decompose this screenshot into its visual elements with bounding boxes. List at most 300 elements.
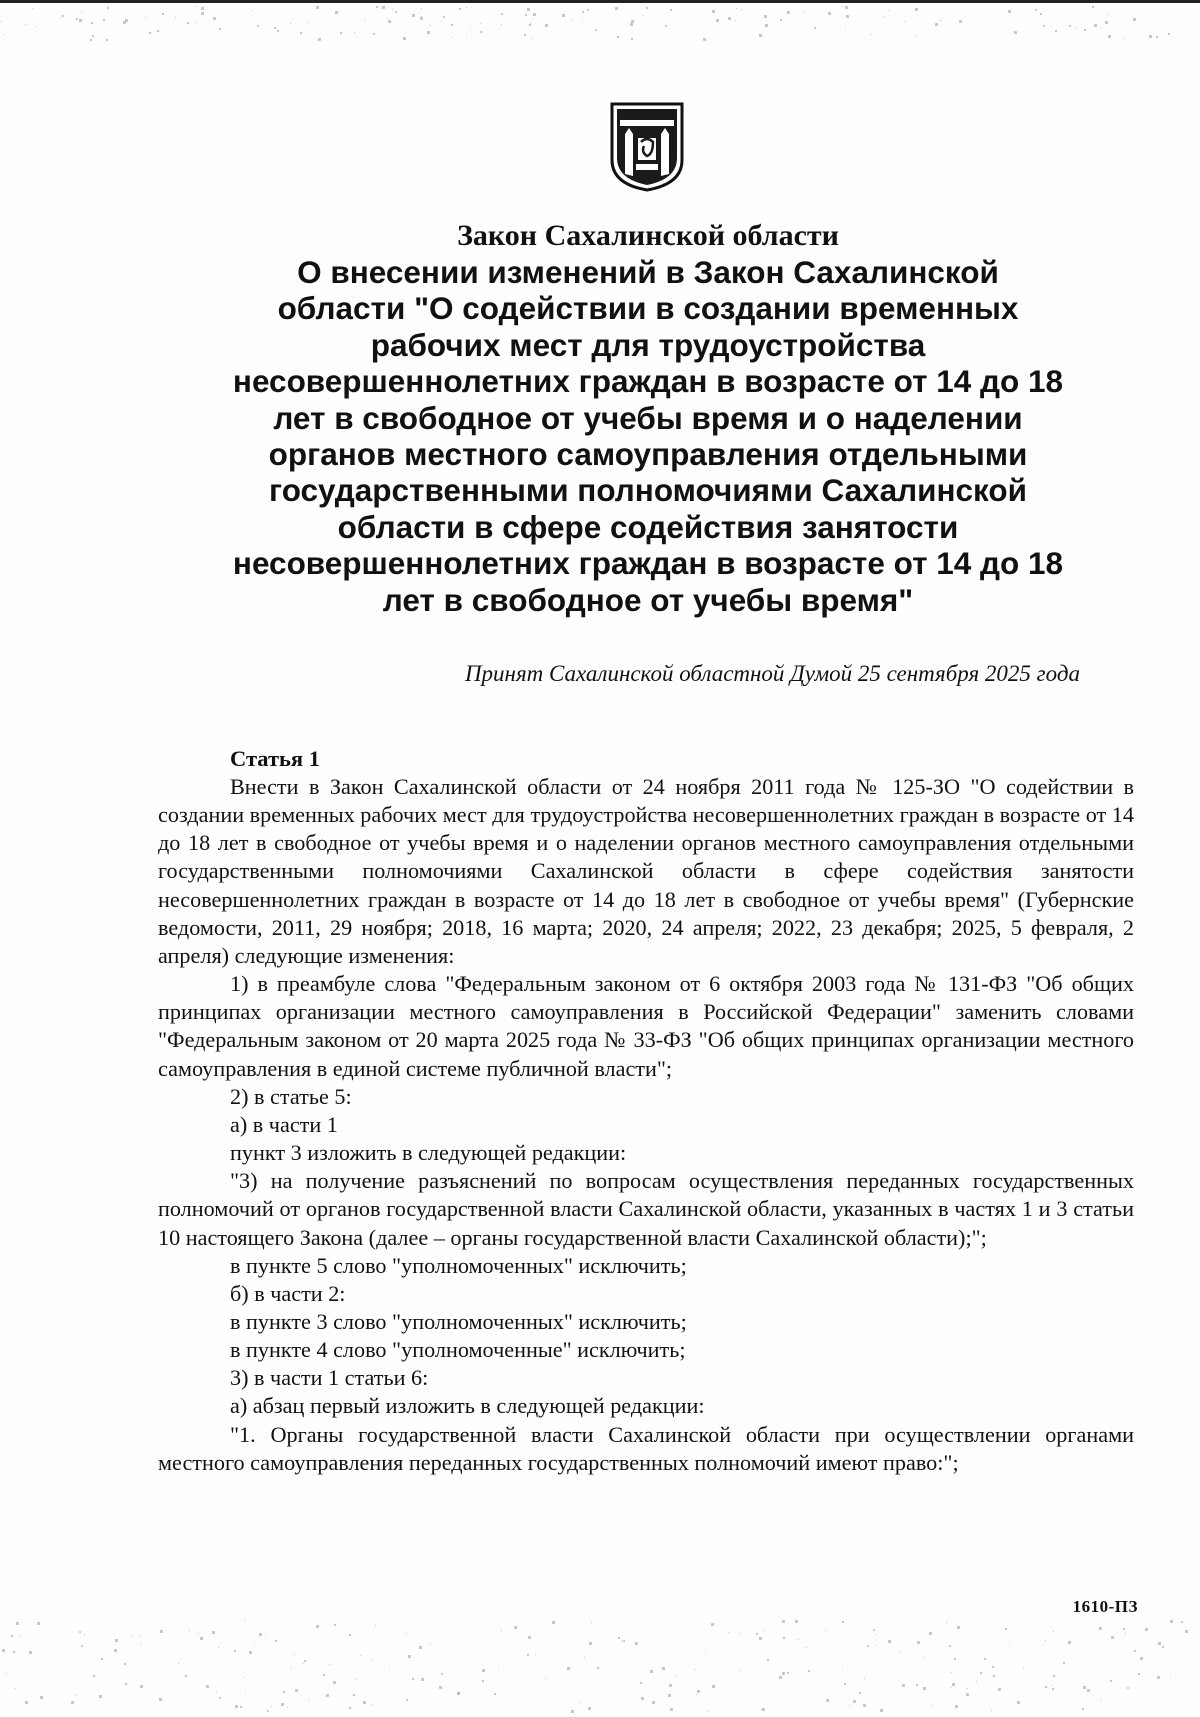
law-title-line: несовершеннолетних граждан в возрасте от 14 до 18 [232, 545, 1064, 582]
scan-speckle [567, 1667, 570, 1670]
law-title-line: государственными полномочиями Сахалинской [268, 472, 1028, 509]
scan-speckle [412, 14, 415, 17]
scan-speckle [408, 1655, 411, 1658]
scan-speckle [19, 1635, 20, 1636]
scan-speckle [206, 1685, 209, 1688]
scan-speckle [124, 1663, 126, 1665]
scan-speckle [1017, 1701, 1020, 1704]
law-title-line: органов местного самоуправления отдельными [268, 436, 1028, 473]
scan-speckle [533, 13, 536, 16]
scan-speckle [93, 1675, 95, 1677]
scan-speckle [304, 1660, 306, 1662]
scan-speckle [591, 1622, 592, 1623]
scan-speckle [676, 1676, 677, 1677]
scan-speckle [76, 18, 78, 20]
scan-speckle [198, 1633, 199, 1634]
scan-speckle [783, 1637, 785, 1639]
scan-speckle [375, 1625, 376, 1626]
scan-speckle [954, 1658, 956, 1660]
scan-speckle [923, 1657, 924, 1658]
scan-speckle [529, 24, 531, 26]
scan-speckle [412, 1678, 414, 1680]
scan-speckle [245, 1690, 246, 1691]
article-paragraph: 3) в части 1 статьи 6: [230, 1365, 429, 1391]
scan-speckle [114, 1649, 117, 1652]
article-paragraph: б) в части 2: [230, 1280, 346, 1306]
scan-speckle [340, 32, 342, 34]
scan-speckle [795, 1620, 798, 1623]
scan-speckle [1181, 1621, 1183, 1623]
law-header: Закон Сахалинской области [457, 219, 839, 252]
scan-speckle [251, 10, 252, 11]
law-title-line: области "О содействии в создании временных [277, 290, 1019, 327]
scan-speckle [864, 1678, 865, 1679]
scan-speckle [3, 34, 4, 35]
scan-speckle [349, 1634, 351, 1636]
law-title-line: лет в свободное от учебы время" [382, 581, 914, 618]
scan-speckle [1055, 30, 1057, 32]
scan-speckle [1100, 27, 1101, 28]
scan-speckle [16, 1622, 19, 1625]
law-title-line: области в сфере содействия занятости [337, 508, 959, 545]
scan-speckle [615, 7, 618, 10]
scan-speckle [531, 38, 532, 39]
scan-speckle [103, 19, 105, 21]
scan-speckle [1157, 1676, 1160, 1679]
scan-speckle [482, 1680, 484, 1682]
scan-speckle [115, 1639, 118, 1642]
scan-speckle [587, 9, 589, 11]
scan-speckle [646, 7, 648, 9]
scan-speckle [623, 1640, 625, 1642]
scan-speckle [501, 13, 503, 15]
scan-speckle [780, 19, 782, 21]
scan-speckle [326, 1694, 329, 1697]
scan-speckle [1035, 9, 1037, 11]
scan-speckle [494, 1693, 496, 1695]
scan-speckle [37, 1622, 40, 1625]
scan-speckle [617, 36, 619, 38]
scan-speckle [1125, 1633, 1126, 1634]
scan-speckle [259, 1633, 262, 1636]
scan-speckle [13, 1651, 15, 1653]
scan-speckle [641, 1697, 644, 1700]
scan-speckle [949, 1645, 951, 1647]
scan-speckle [808, 1670, 810, 1672]
scan-speckle [249, 1651, 252, 1654]
scan-speckle [125, 1683, 127, 1685]
scan-speckle [201, 7, 204, 10]
scan-speckle [189, 1630, 190, 1631]
scan-speckle [1170, 1620, 1173, 1623]
scan-speckle [300, 32, 302, 34]
scan-speckle [916, 1684, 918, 1686]
scan-speckle [149, 32, 151, 34]
sakhalin-coat-of-arms-icon [608, 100, 686, 192]
scan-speckle [333, 1681, 336, 1684]
adoption-note: Принят Сахалинской областной Думой 25 сентября 2025 года [464, 661, 1080, 686]
scan-speckle [545, 1678, 546, 1679]
scan-speckle [1105, 21, 1108, 24]
scan-speckle [712, 10, 715, 13]
scan-speckle [395, 11, 397, 13]
scan-speckle [1101, 1700, 1102, 1701]
scan-speckle [1053, 1631, 1054, 1632]
scan-speckle [365, 20, 366, 21]
scan-speckle [79, 1631, 81, 1633]
scan-speckle [923, 1687, 926, 1690]
scan-speckle [842, 1669, 843, 1670]
scan-speckle [101, 1658, 103, 1660]
scan-speckle [1145, 1628, 1148, 1631]
scan-speckle [353, 1694, 355, 1696]
scan-speckle [1162, 1646, 1164, 1648]
scan-speckle [670, 9, 672, 11]
article-paragraph: в пункте 4 слово "уполномоченные" исключить; [230, 1337, 686, 1363]
scan-speckle [1014, 31, 1017, 34]
scan-speckle [705, 1650, 706, 1651]
scan-speckle [582, 11, 584, 13]
scan-speckle [131, 1636, 132, 1637]
scan-speckle [271, 1706, 272, 1707]
scan-speckle [955, 1705, 958, 1708]
scan-speckle [123, 21, 126, 24]
scan-speckle [735, 20, 736, 21]
scan-speckle [389, 1666, 390, 1667]
scan-speckle [1140, 1657, 1143, 1660]
scan-speckle [470, 29, 471, 30]
scan-speckle [741, 9, 742, 10]
scan-speckle [25, 24, 26, 25]
scan-speckle [91, 22, 93, 24]
scan-speckle [457, 1692, 460, 1695]
scan-speckle [711, 1623, 714, 1626]
scan-speckle [235, 1705, 238, 1708]
scan-speckle [1084, 29, 1086, 31]
scan-speckle [668, 1694, 671, 1697]
scan-speckle [1111, 1636, 1114, 1639]
scan-speckle [459, 8, 461, 10]
scan-speckle [1094, 24, 1097, 27]
scan-speckle [318, 38, 321, 41]
scan-speckle [635, 1642, 638, 1645]
article-paragraph: пункт 3 изложить в следующей редакции: [230, 1140, 627, 1166]
scan-speckle [1069, 25, 1071, 27]
scan-speckle [11, 1635, 13, 1637]
scan-speckle [372, 1704, 373, 1705]
article-body [158, 745, 1134, 1477]
scan-speckle [290, 1667, 291, 1668]
scan-speckle [99, 1695, 102, 1698]
scan-speckle [959, 20, 962, 23]
scan-speckle [1082, 1708, 1084, 1710]
scan-speckle [631, 38, 633, 40]
scan-speckle [859, 1692, 861, 1694]
scan-speckle [867, 1645, 869, 1647]
scan-speckle [845, 6, 848, 9]
scan-speckle [213, 17, 216, 20]
scan-speckle [665, 25, 667, 27]
scan-speckle [35, 26, 36, 27]
scan-speckle [844, 1683, 846, 1685]
scan-speckle [195, 22, 196, 23]
scan-speckle [787, 11, 790, 14]
scan-speckle [931, 1705, 932, 1706]
scan-speckle [527, 1654, 529, 1656]
scan-speckle [274, 27, 276, 29]
scan-speckle [441, 1673, 443, 1675]
scan-speckle [243, 1677, 244, 1678]
scan-speckle [845, 29, 846, 30]
scan-speckle [25, 1701, 28, 1704]
scan-speckle [525, 14, 527, 16]
scan-speckle [187, 22, 189, 24]
scan-speckle [323, 1674, 325, 1676]
scan-speckle [736, 8, 737, 9]
scan-speckle [814, 27, 816, 29]
scan-speckle [6, 1673, 7, 1674]
scan-speckle [880, 1709, 883, 1712]
scan-speckle [480, 31, 482, 33]
scan-speckle [562, 14, 565, 17]
scan-speckle [1043, 25, 1045, 27]
scan-speckle [480, 23, 481, 24]
scan-speckle [141, 1644, 142, 1645]
scan-speckle [15, 1688, 16, 1689]
article-paragraph: 1) в преамбуле слова "Федеральным законом от 6 октября 2003 года № 131-ФЗ "Об общих принципах организации местного самоуправления в Российской Федерации" заменить словами "Федеральным законом от 20 марта 2025 года № 33-ФЗ "Об общих принципах организации местного самоуправления в единой системе публичной власти"; [158, 971, 1134, 1081]
scan-speckle [355, 1679, 356, 1680]
scan-speckle [388, 20, 391, 23]
scan-speckle [403, 37, 406, 40]
scan-speckle [316, 6, 319, 9]
scan-speckle [728, 17, 731, 20]
scan-speckle [79, 19, 82, 22]
scan-speckle [60, 17, 61, 18]
scan-speckle [904, 21, 905, 22]
law-title-line: О внесении изменений в Закон Сахалинской [297, 254, 999, 290]
top-edge-line [0, 0, 1200, 3]
scan-speckle [728, 1632, 729, 1633]
title-block [150, 218, 1146, 618]
scan-speckle [584, 1657, 585, 1658]
scan-speckle [1099, 1627, 1102, 1630]
scan-speckle [71, 1701, 74, 1704]
scan-speckle [1053, 1675, 1055, 1677]
scan-speckle [1185, 1630, 1188, 1633]
scan-speckle [1052, 1685, 1053, 1686]
scan-speckle [935, 23, 938, 26]
scan-speckle [427, 31, 430, 34]
scan-speckle [1156, 36, 1158, 38]
scan-speckle [806, 1647, 807, 1648]
scan-speckle [552, 1621, 555, 1624]
scan-speckle [254, 1645, 255, 1646]
scan-speckle [245, 1620, 246, 1621]
scan-speckle [1087, 1689, 1090, 1692]
scan-speckle [597, 1667, 599, 1669]
scan-speckle [316, 1625, 319, 1628]
scan-speckle [160, 1630, 163, 1633]
scan-speckle [1134, 1650, 1136, 1652]
scan-speckle [501, 1630, 502, 1631]
scan-speckle [106, 39, 108, 41]
scan-speckle [871, 34, 872, 35]
scan-speckle [1023, 1668, 1024, 1669]
scan-speckle [219, 1697, 221, 1699]
scan-speckle [976, 1681, 977, 1682]
scan-speckle [1168, 33, 1170, 35]
scan-speckle [528, 1636, 531, 1639]
scan-speckle [75, 1695, 76, 1696]
scan-speckle [1045, 1640, 1046, 1641]
scan-speckle [980, 1672, 982, 1674]
scan-speckle [1149, 35, 1152, 38]
scan-speckle [863, 1704, 866, 1707]
scan-speckle [992, 1666, 994, 1668]
scan-speckle [640, 1682, 642, 1684]
article-paragraph: Внести в Закон Сахалинской области от 24 ноября 2011 года № 125-ЗО "О содействии в создании временных рабочих мест для трудоустройства несовершеннолетних граждан в возрасте от 14 до 18 лет в свободное от учебы время и о наделении органов местного самоуправления отдельными государственными полномочиями Сахалинской области в сфере содействия занятости несовершеннолетних граждан в возрасте от 14 до 18 лет в свободное от учебы время" (Губернские ведомости, 2011, 29 ноября; 2018, 16 марта; 2020, 24 апреля; 2022, 23 декабря; 2025, 5 февраля, 2 апреля) следующие изменения: [158, 774, 1134, 968]
scan-speckle [846, 15, 849, 18]
scan-speckle [441, 21, 442, 22]
scan-speckle [1009, 1645, 1010, 1646]
scan-speckle [951, 1687, 952, 1688]
scan-speckle [618, 1637, 620, 1639]
scan-speckle [669, 1684, 672, 1687]
article-paragraph: в пункте 3 слово "уполномоченных" исключить; [230, 1308, 687, 1334]
scan-speckle [360, 1655, 361, 1656]
scan-speckle [873, 1629, 875, 1631]
scan-speckle [1092, 6, 1094, 8]
scan-speckle [798, 1639, 799, 1640]
scan-speckle [218, 1647, 219, 1648]
scan-speckle [527, 8, 530, 11]
scan-speckle [917, 1641, 920, 1644]
scan-speckle [363, 1701, 366, 1704]
scan-speckle [265, 1634, 266, 1635]
scan-speckle [764, 15, 767, 18]
scan-speckle [421, 1678, 424, 1681]
scan-speckle [420, 17, 423, 20]
scan-speckle [650, 1670, 653, 1673]
scan-speckle [1123, 38, 1124, 39]
scan-speckle [439, 1686, 442, 1689]
scan-speckle [764, 1630, 765, 1631]
scan-speckle [234, 1650, 236, 1652]
scan-speckle [40, 1696, 43, 1699]
scan-speckle [826, 1699, 829, 1702]
scan-speckle [946, 1622, 947, 1623]
scan-speckle [884, 16, 885, 17]
scan-speckle [535, 1654, 536, 1655]
scan-speckle [740, 1633, 741, 1634]
scan-speckle [2, 1649, 5, 1652]
law-title [208, 254, 1088, 618]
scan-speckle [275, 1640, 277, 1642]
scan-speckle [762, 1708, 765, 1711]
article-paragraph: а) абзац первый изложить в следующей редакции: [230, 1393, 705, 1419]
scan-speckle [335, 11, 338, 14]
scan-speckle [92, 35, 94, 37]
scan-speckle [853, 1700, 856, 1703]
scan-speckle [466, 7, 467, 8]
scan-speckle [406, 1699, 408, 1701]
scan-speckle [307, 22, 308, 23]
scan-speckle [1107, 14, 1108, 15]
scan-speckle [29, 1651, 32, 1654]
scan-speckle [257, 25, 259, 27]
scan-speckle [991, 1710, 992, 1711]
scan-speckle [107, 7, 109, 9]
scan-speckle [430, 25, 431, 26]
scan-speckle [524, 34, 526, 36]
scan-speckle [290, 23, 291, 24]
scan-speckle [695, 1669, 696, 1670]
scan-speckle [1110, 1680, 1112, 1682]
scan-speckle [421, 16, 422, 17]
scan-speckle [662, 1667, 665, 1670]
scan-speckle [849, 1705, 850, 1706]
scan-speckle [62, 15, 64, 17]
scan-speckle [875, 1645, 876, 1646]
scan-speckle [998, 1688, 1001, 1691]
scan-speckle [178, 1663, 179, 1664]
scan-speckle [916, 35, 917, 36]
scan-speckle [696, 1694, 697, 1695]
scan-speckle [185, 1675, 187, 1677]
scan-speckle [1075, 28, 1076, 29]
scan-speckle [294, 1654, 295, 1655]
scan-speckle [219, 28, 221, 30]
scan-speckle [216, 1692, 217, 1693]
scan-speckle [421, 8, 422, 9]
scan-speckle [779, 1676, 782, 1679]
scan-speckle [940, 20, 941, 21]
scan-speckle [630, 23, 633, 26]
scan-speckle [740, 1670, 741, 1671]
scan-speckle [642, 15, 643, 16]
scan-speckle [501, 24, 502, 25]
scan-speckle [1005, 1628, 1007, 1630]
scan-speckle [787, 1672, 789, 1674]
scan-speckle [952, 1683, 955, 1686]
scan-speckle [1123, 1628, 1125, 1630]
scan-speckle [382, 6, 385, 9]
scan-speckle [140, 1685, 143, 1688]
scan-speckle [716, 19, 719, 22]
scan-speckle [828, 12, 831, 15]
scan-speckle [159, 1698, 162, 1701]
scan-speckle [277, 30, 279, 32]
scan-speckle [571, 20, 572, 21]
scan-speckle [329, 1664, 330, 1665]
scan-speckle [1051, 26, 1052, 27]
scan-speckle [876, 1634, 877, 1635]
scan-speckle [212, 1631, 215, 1634]
scan-speckle [582, 21, 583, 22]
scan-speckle [1127, 1687, 1129, 1689]
scan-speckle [175, 17, 176, 18]
scan-speckle [32, 8, 33, 9]
scan-speckle [349, 1707, 351, 1709]
scan-speckle [196, 6, 197, 7]
scan-speckle [984, 1658, 986, 1660]
scan-speckle [993, 1675, 995, 1677]
scan-speckle [90, 39, 92, 41]
scan-speckle [759, 1637, 762, 1640]
scan-speckle [283, 1691, 285, 1693]
article-paragraph: в пункте 5 слово "уполномоченных" исключить; [230, 1252, 687, 1278]
scan-speckle [303, 1663, 304, 1664]
